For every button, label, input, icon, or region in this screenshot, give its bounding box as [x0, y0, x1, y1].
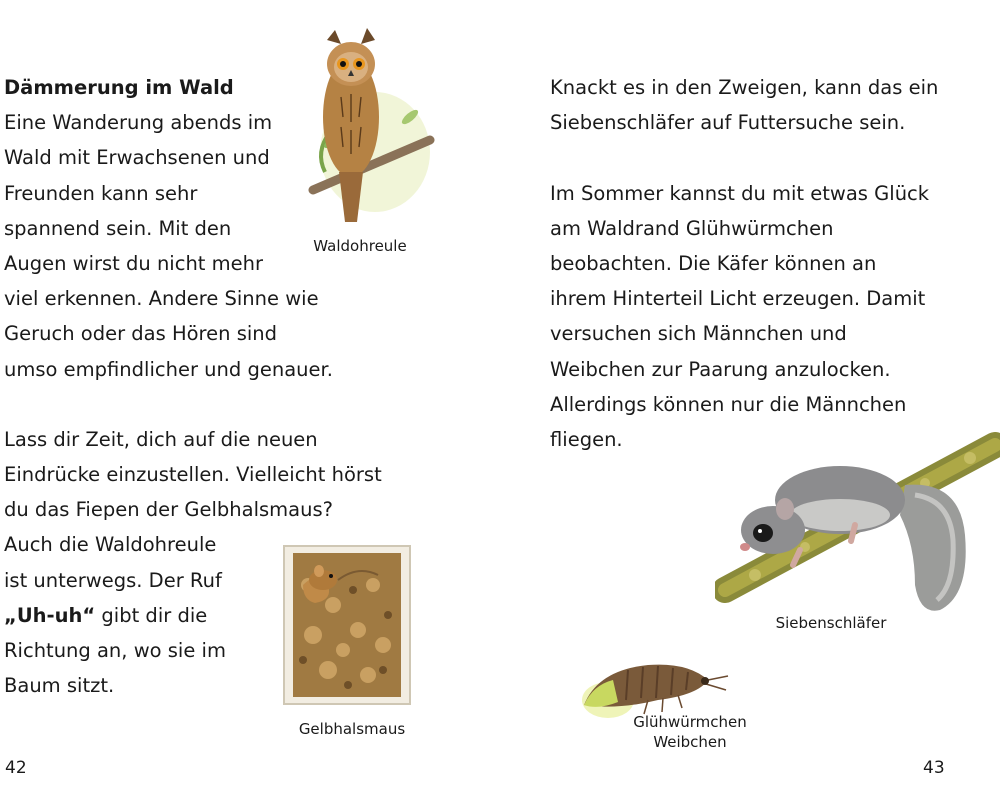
dormouse-illustration [715, 425, 1000, 625]
text-line: Geruch oder das Hören sind [4, 322, 278, 346]
text-line: Eindrücke einzustellen. Vielleicht hörst [4, 463, 382, 487]
text-line: Weibchen zur Paarung anzulocken. [550, 357, 891, 381]
mouse-caption: Gelbhalsmaus [298, 720, 406, 738]
mouse-illustration [283, 545, 411, 705]
text-line: Auch die Waldohreule [4, 533, 217, 557]
text-line: Im Sommer kannst du mit etwas Glück [550, 181, 930, 205]
text-line: am Waldrand Glühwürmchen [550, 216, 834, 240]
right-page [500, 0, 1000, 800]
text-line: Richtung an, wo sie im [4, 639, 226, 662]
text-line: Eine Wanderung abends im [4, 111, 273, 135]
owl-call-rest: gibt dir die [95, 603, 208, 627]
owl-illustration [305, 22, 435, 232]
text-line: fliegen. [550, 427, 623, 451]
text-line: spannend sein. Mit den [4, 216, 232, 240]
text-line: Lass dir Zeit, dich auf die neuen [4, 427, 318, 451]
right-text-block [550, 70, 938, 457]
text-line: versuchen sich Männchen und [550, 322, 847, 346]
text-line: ihrem Hinterteil Licht erzeugen. Damit [550, 287, 926, 311]
text-line: Siebenschläfer auf Futtersuche sein. [550, 111, 906, 135]
text-line: Augen wirst du nicht mehr [4, 251, 264, 275]
glowworm-caption [625, 712, 755, 752]
glowworm-caption-line1: Glühwürmchen [633, 713, 747, 731]
text-line: Baum sitzt. [4, 674, 115, 698]
text-line: Knackt es in den Zweigen, kann das ein [550, 76, 939, 99]
text-line: ist unterwegs. Der Ruf [4, 568, 222, 592]
section-heading: Dämmerung im Wald [4, 76, 234, 99]
dormouse-caption: Siebenschläfer [775, 614, 887, 632]
glowworm-caption-line2: Weibchen [653, 733, 727, 751]
text-line: du das Fiepen der Gelbhalsmaus? [4, 498, 333, 522]
text-line: umso empfindlicher und genauer. [4, 357, 333, 381]
text-line: Allerdings können nur die Männchen [550, 392, 907, 416]
text-line: Wald mit Erwachsenen und [4, 146, 270, 170]
glowworm-illustration [578, 640, 738, 722]
owl-call-bold: „Uh-uh“ [4, 603, 96, 627]
text-line: beobachten. Die Käfer können an [550, 251, 877, 275]
page-number-left: 42 [5, 758, 27, 778]
text-line: Freunden kann sehr [4, 181, 198, 205]
text-line: viel erkennen. Andere Sinne wie [4, 287, 319, 311]
page-number-right: 43 [923, 758, 945, 778]
owl-caption: Waldohreule [313, 237, 407, 255]
